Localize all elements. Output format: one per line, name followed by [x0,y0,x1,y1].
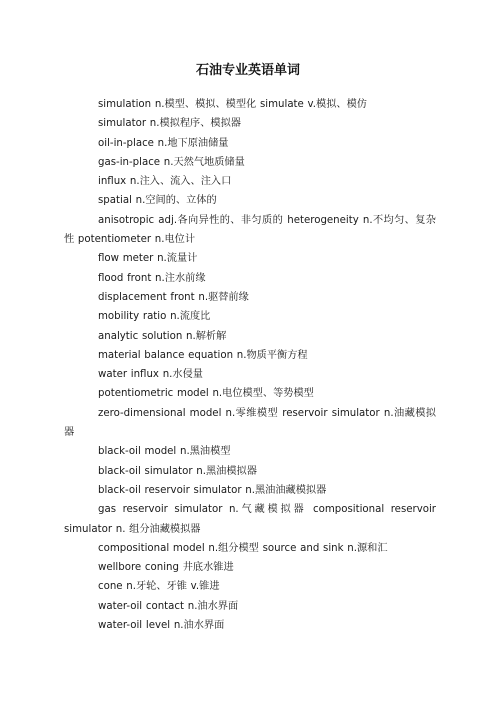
vocab-line: compositional model n.组分模型 source and sink n.源和汇 [98,542,388,554]
vocab-line: potentiometric model n.电位模型、等势模型 [98,388,314,400]
vocab-line: wellbore coning 井底水锥进 [98,562,234,574]
vocab-line: simulator n.模拟程序、模拟器 [98,118,241,130]
vocab-line: zero-dimensional model n.零维模型 reservoir simulator n.油藏模拟器 [64,407,436,439]
vocab-line: mobility ratio n.流度比 [98,311,211,323]
vocab-line: oil-in-place n.地下原油储量 [98,137,229,149]
vocab-line: water-oil contact n.油水界面 [98,600,239,612]
vocab-line: flow meter n.流量计 [98,253,198,265]
vocab-line: gas-in-place n.天然气地质储量 [98,156,245,168]
vocab-line: spatial n.空间的、立体的 [98,195,217,207]
vocab-line: analytic solution n.解析解 [98,330,227,342]
vocab-line: displacement front n.驱替前缘 [98,291,249,303]
vocab-line: simulation n.模型、模拟、模型化 simulate v.模拟、模仿 [98,99,367,110]
vocab-line: material balance equation n.物质平衡方程 [98,349,308,361]
vocab-line: water influx n.水侵量 [98,369,203,381]
vocab-line: gas reservoir simulator n.气藏模拟器 compositional reservoir simulator n. 组分油藏模拟器 [64,504,436,535]
vocab-line: influx n.注入、流入、注入口 [98,176,232,188]
vocab-line: water-oil level n.油水界面 [98,620,225,632]
vocab-line: cone n.牙轮、牙锥 v.锥进 [98,581,220,593]
vocab-line: black-oil model n.黑油模型 [98,446,231,458]
vocabulary-list [64,95,436,635]
vocab-line: flood front n.注水前缘 [98,272,206,284]
vocab-line: black-oil simulator n.黑油模拟器 [98,465,257,477]
document-title: 石油专业英语单词 [195,63,300,78]
vocab-line: anisotropic adj.各向异性的、非匀质的 heterogeneity n.不均匀、复杂性 potentiometer n.电位计 [64,214,436,246]
vocab-line: black-oil reservoir simulator n.黑油油藏模拟器 [98,484,327,496]
